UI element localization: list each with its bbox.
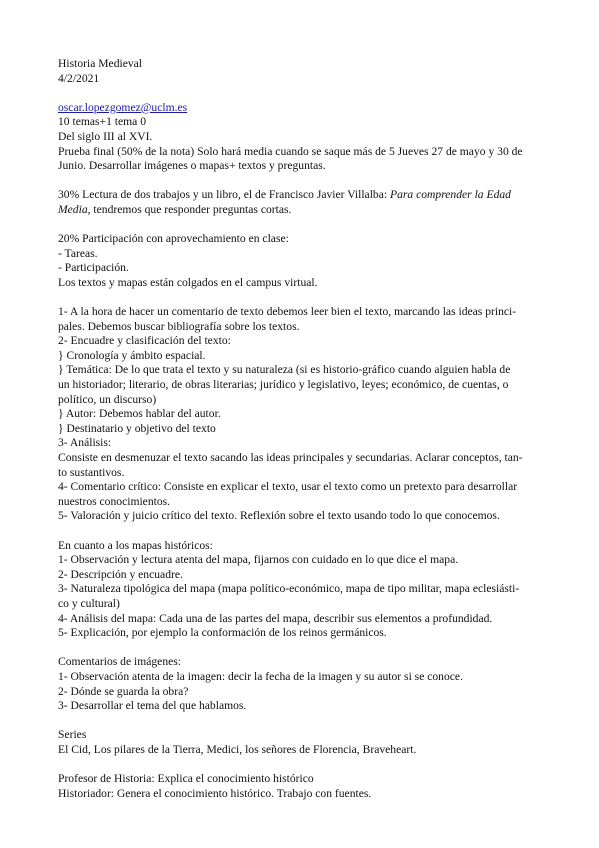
definition-line: Historiador: Genera el conocimiento histórico. Trabajo con fuentes. [58, 786, 372, 800]
images-line: 3- Desarrollar el tema del que hablamos. [58, 699, 247, 713]
reading-text: 30% Lectura de dos trabajos y un libro, el de Francisco Javier Villalba: [58, 188, 390, 202]
maps-line: 2- Descripción y encuadre. [58, 567, 183, 581]
text-commentary-line: un historiador; literario, de obras literarias; jurídico y legislativo, leyes; económico, de cuentas, o [58, 378, 509, 392]
participation-item: - Participación. [58, 261, 129, 275]
spacer [58, 758, 548, 773]
text-commentary-line: pales. Debemos buscar bibliografía sobre los textos. [58, 319, 300, 333]
spacer [58, 524, 548, 539]
document-date: 4/2/2021 [58, 71, 100, 85]
images-line: 1- Observación atenta de la imagen: decir la fecha de la imagen y su autor si se conoce. [58, 669, 463, 683]
images-line: 2- Dónde se guarda la obra? [58, 684, 189, 698]
maps-line: 4- Análisis del mapa: Cada una de las partes del mapa, describir sus elementos a profundidad. [58, 611, 493, 625]
spacer [58, 291, 548, 306]
text-commentary-line: 1- A la hora de hacer un comentario de texto debemos leer bien el texto, marcando las ideas princi- [58, 305, 517, 319]
book-title-part-1: Para comprender la Edad [390, 188, 511, 202]
reading-line-1 [58, 188, 548, 203]
spacer [58, 641, 548, 656]
topics-count: 10 temas+1 tema 0 [58, 115, 146, 129]
maps-line: En cuanto a los mapas históricos: [58, 538, 213, 552]
text-commentary-line: to sustantivos. [58, 465, 125, 479]
spacer [58, 86, 548, 101]
text-commentary-line: político, un discurso) [58, 392, 157, 406]
maps-line: 1- Observación y lectura atenta del mapa, fijarnos con cuidado en lo que dice el mapa. [58, 553, 459, 567]
definition-line: Profesor de Historia: Explica el conocimiento histórico [58, 772, 314, 786]
text-commentary-line: Consiste en desmenuzar el texto sacando las ideas principales y secundarias. Aclarar conceptos, tan- [58, 451, 523, 465]
reading-line-2 [58, 203, 548, 218]
final-exam-line-1: Prueba final (50% de la nota) Solo hará media cuando se saque más de 5 Jueves 27 de mayo y 30 de [58, 144, 523, 158]
participation-note: Los textos y mapas están colgados en el campus virtual. [58, 275, 318, 289]
images-line: Comentarios de imágenes: [58, 655, 181, 669]
participation-item: - Tareas. [58, 246, 98, 260]
spacer [58, 218, 548, 233]
text-commentary-line: } Temática: De lo que trata el texto y su naturaleza (si es historio-gráfico cuando alguien habla de [58, 363, 511, 377]
series-heading: Series [58, 728, 87, 742]
maps-line: 3- Naturaleza tipológica del mapa (mapa político-económico, mapa de tipo militar, mapa eclesiásti- [58, 582, 520, 596]
book-title-part-2: Media [58, 202, 88, 216]
email-link[interactable]: oscar.lopezgomez@uclm.es [58, 100, 188, 114]
series-list: El Cid, Los pilares de la Tierra, Medici, los señores de Florencia, Braveheart. [58, 742, 417, 756]
text-commentary-line: nuestros conocimientos. [58, 494, 171, 508]
maps-line: co y cultural) [58, 596, 120, 610]
text-commentary-line: } Destinatario y objetivo del texto [58, 421, 216, 435]
document-title: Historia Medieval [58, 57, 143, 70]
document-page [58, 57, 548, 801]
text-commentary-line: } Cronología y ámbito espacial. [58, 348, 206, 362]
email-line [58, 101, 548, 116]
text-commentary-line: 2- Encuadre y clasificación del texto: [58, 334, 231, 348]
period-range: Del siglo III al XVI. [58, 129, 153, 143]
reading-text: , tendremos que responder preguntas cortas. [87, 202, 292, 216]
spacer [58, 714, 548, 729]
text-commentary-line: } Autor: Debemos hablar del autor. [58, 407, 221, 421]
maps-line: 5- Explicación, por ejemplo la conformación de los reinos germánicos. [58, 626, 387, 640]
text-commentary-line: 5- Valoración y juicio crítico del texto. Reflexión sobre el texto usando todo lo que conocemos. [58, 509, 500, 523]
text-commentary-line: 4- Comentario crítico: Consiste en explicar el texto, usar el texto como un pretexto para desarrollar [58, 480, 518, 494]
final-exam-line-2: Junio. Desarrollar imágenes o mapas+ textos y preguntas. [58, 159, 326, 173]
text-commentary-line: 3- Análisis: [58, 436, 112, 450]
participation-line: 20% Participación con aprovechamiento en clase: [58, 232, 289, 246]
spacer [58, 174, 548, 189]
